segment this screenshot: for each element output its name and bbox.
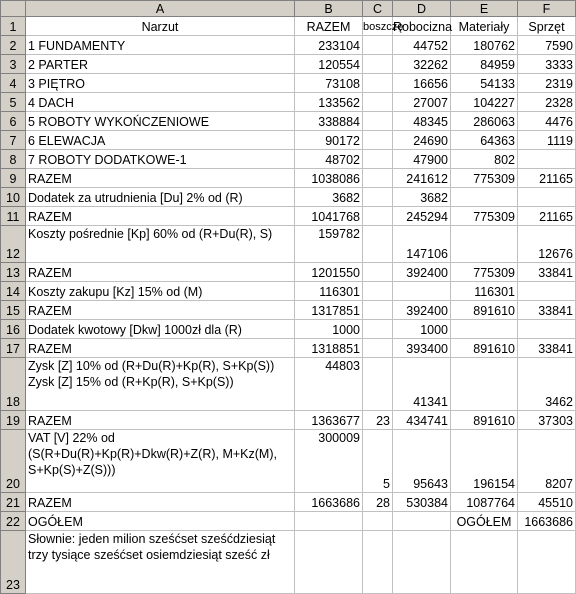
cell-line: VAT [V] 22% od (28, 431, 115, 445)
cell-c[interactable]: 23 (363, 411, 393, 430)
table-row (1, 320, 576, 339)
cell-materialy[interactable]: 891610 (451, 339, 518, 358)
cell-materialy[interactable]: 54133 (451, 74, 518, 93)
cell-narzut[interactable]: Koszty zakupu [Kz] 15% od (M) (26, 282, 295, 301)
row-header[interactable]: 11 (1, 207, 26, 226)
cell-robocizna[interactable]: 147106 (393, 226, 451, 263)
cell-razem[interactable]: 338884 (295, 112, 363, 131)
table-row (1, 358, 576, 411)
cell-razem[interactable]: 233104 (295, 36, 363, 55)
cell-materialy[interactable]: 775309 (451, 263, 518, 282)
cell-robocizna[interactable]: 41341 (393, 358, 451, 411)
column-header-c[interactable]: C (363, 1, 393, 17)
table-row (1, 188, 576, 207)
cell-narzut[interactable]: RAZEM (26, 169, 295, 188)
cell-robocizna[interactable]: 245294 (393, 207, 451, 226)
cell-materialy[interactable] (451, 188, 518, 207)
cell-razem[interactable] (295, 512, 363, 531)
cell-materialy[interactable]: 84959 (451, 55, 518, 74)
row-header[interactable]: 6 (1, 112, 26, 131)
row-header[interactable]: 7 (1, 131, 26, 150)
column-header-d[interactable]: D (393, 1, 451, 17)
column-header-row (1, 1, 576, 17)
table-row (1, 36, 576, 55)
column-header-a[interactable]: A (26, 1, 295, 17)
cell-c[interactable] (363, 150, 393, 169)
cell-robocizna[interactable]: 241612 (393, 169, 451, 188)
cell-razem[interactable]: 116301 (295, 282, 363, 301)
row-header[interactable]: 20 (1, 430, 26, 493)
cell-sprzet[interactable]: 1119 (518, 131, 576, 150)
table-row (1, 131, 576, 150)
column-header-f[interactable]: F (518, 1, 576, 17)
cell-narzut[interactable]: 6 ELEWACJA (26, 131, 295, 150)
cell-razem[interactable]: 48702 (295, 150, 363, 169)
cell-narzut[interactable]: 1 FUNDAMENTY (26, 36, 295, 55)
row-header[interactable]: 19 (1, 411, 26, 430)
cell-narzut[interactable]: 2 PARTER (26, 55, 295, 74)
table-row (1, 17, 576, 36)
cell-razem[interactable]: 1318851 (295, 339, 363, 358)
cell-razem[interactable]: 1201550 (295, 263, 363, 282)
cell-robocizna[interactable]: 95643 (393, 430, 451, 493)
cell-narzut[interactable]: RAZEM (26, 493, 295, 512)
cell-razem[interactable]: 90172 (295, 131, 363, 150)
row-header[interactable]: 21 (1, 493, 26, 512)
cell-c[interactable] (363, 226, 393, 263)
cell-razem[interactable]: 1663686 (295, 493, 363, 512)
cell-c[interactable] (363, 55, 393, 74)
cell-narzut[interactable] (26, 531, 295, 594)
row-header[interactable]: 23 (1, 531, 26, 594)
cell-razem[interactable]: 120554 (295, 55, 363, 74)
cell-robocizna[interactable]: 393400 (393, 339, 451, 358)
cell-sprzet[interactable]: 33841 (518, 301, 576, 320)
row-header[interactable]: 12 (1, 226, 26, 263)
table-row (1, 512, 576, 531)
column-header-b[interactable]: B (295, 1, 363, 17)
cell-materialy[interactable] (451, 531, 518, 594)
cell-c[interactable] (363, 320, 393, 339)
cell-razem[interactable]: 73108 (295, 74, 363, 93)
cell-sprzet[interactable]: 1663686 (518, 512, 576, 531)
cell-materialy[interactable]: 891610 (451, 411, 518, 430)
cell-narzut[interactable] (26, 430, 295, 493)
cell-narzut[interactable] (26, 358, 295, 411)
row-header[interactable]: 13 (1, 263, 26, 282)
cell-line: (S(R+Du(R)+Kp(R)+Dkw(R)+Z(R), M+Kz(M), (28, 447, 277, 461)
cell-narzut[interactable]: Dodatek za utrudnienia [Du] 2% od (R) (26, 188, 295, 207)
cell-robocizna[interactable]: 47900 (393, 150, 451, 169)
cell-sprzet[interactable]: 21165 (518, 207, 576, 226)
cell-razem[interactable]: 1000 (295, 320, 363, 339)
select-all-corner[interactable] (1, 1, 26, 17)
cell-robocizna[interactable] (393, 282, 451, 301)
row-header[interactable]: 10 (1, 188, 26, 207)
cell-c[interactable] (363, 188, 393, 207)
row-header[interactable]: 2 (1, 36, 26, 55)
cell-materialy[interactable]: 286063 (451, 112, 518, 131)
cell-materialy[interactable]: 775309 (451, 207, 518, 226)
cell-sprzet[interactable] (518, 188, 576, 207)
row-header[interactable]: 16 (1, 320, 26, 339)
cell-razem[interactable]: 300009 (295, 430, 363, 493)
cell-narzut[interactable]: 5 ROBOTY WYKOŃCZENIOWE (26, 112, 295, 131)
cell-c[interactable] (363, 36, 393, 55)
cell-materialy[interactable]: 1087764 (451, 493, 518, 512)
cell-header-c[interactable]: boszczę (363, 17, 393, 36)
cell-razem[interactable]: 1041768 (295, 207, 363, 226)
table-row (1, 226, 576, 263)
cell-line: Słownie: jeden milion sześćset sześćdziesiąt (28, 532, 276, 546)
cell-c[interactable] (363, 301, 393, 320)
cell-header-razem[interactable]: RAZEM (295, 17, 363, 36)
cell-narzut[interactable]: RAZEM (26, 207, 295, 226)
row-header[interactable]: 22 (1, 512, 26, 531)
cell-narzut[interactable]: Koszty pośrednie [Kp] 60% od (R+Du(R), S) (26, 226, 295, 263)
cell-materialy[interactable] (451, 320, 518, 339)
table-row (1, 263, 576, 282)
cell-c[interactable] (363, 169, 393, 188)
table-row (1, 55, 576, 74)
cell-c[interactable] (363, 131, 393, 150)
cell-robocizna[interactable]: 434741 (393, 411, 451, 430)
cell-narzut[interactable]: RAZEM (26, 339, 295, 358)
table-row (1, 169, 576, 188)
row-header[interactable]: 9 (1, 169, 26, 188)
cell-robocizna[interactable]: 27007 (393, 93, 451, 112)
row-header[interactable]: 1 (1, 17, 26, 36)
cell-razem[interactable] (295, 531, 363, 594)
table-row (1, 301, 576, 320)
cell-materialy[interactable]: 196154 (451, 430, 518, 493)
cell-razem[interactable]: 1363677 (295, 411, 363, 430)
row-header[interactable]: 3 (1, 55, 26, 74)
cell-narzut[interactable]: 4 DACH (26, 93, 295, 112)
cell-materialy[interactable]: 116301 (451, 282, 518, 301)
cell-materialy[interactable]: OGÓŁEM (451, 512, 518, 531)
cell-robocizna[interactable]: 1000 (393, 320, 451, 339)
cell-materialy[interactable]: 104227 (451, 93, 518, 112)
cell-line: Zysk [Z] 10% od (R+Du(R)+Kp(R), S+Kp(S)) (28, 359, 275, 373)
row-header[interactable]: 4 (1, 74, 26, 93)
cell-narzut[interactable]: RAZEM (26, 411, 295, 430)
cell-c[interactable] (363, 207, 393, 226)
cell-sprzet[interactable] (518, 282, 576, 301)
cell-robocizna[interactable] (393, 512, 451, 531)
cell-sprzet[interactable]: 21165 (518, 169, 576, 188)
cell-materialy[interactable]: 891610 (451, 301, 518, 320)
cell-razem[interactable]: 44803 (295, 358, 363, 411)
cell-narzut[interactable]: 3 PIĘTRO (26, 74, 295, 93)
cell-header-sprzet[interactable]: Sprzęt (518, 17, 576, 36)
cell-razem[interactable]: 3682 (295, 188, 363, 207)
cell-c[interactable] (363, 282, 393, 301)
cell-razem[interactable]: 133562 (295, 93, 363, 112)
row-header[interactable]: 18 (1, 358, 26, 411)
cell-robocizna[interactable]: 44752 (393, 36, 451, 55)
cell-materialy[interactable] (451, 358, 518, 411)
table-row (1, 93, 576, 112)
cell-header-robocizna[interactable]: Robocizna (393, 17, 451, 36)
cell-robocizna[interactable]: 32262 (393, 55, 451, 74)
column-header-e[interactable]: E (451, 1, 518, 17)
cell-robocizna[interactable] (393, 531, 451, 594)
table-row (1, 493, 576, 512)
cell-sprzet[interactable]: 3462 (518, 358, 576, 411)
cell-robocizna[interactable]: 392400 (393, 301, 451, 320)
cell-robocizna[interactable]: 3682 (393, 188, 451, 207)
cell-narzut[interactable]: RAZEM (26, 301, 295, 320)
cell-c[interactable] (363, 358, 393, 411)
cell-sprzet[interactable]: 2328 (518, 93, 576, 112)
cell-materialy[interactable] (451, 226, 518, 263)
table-row (1, 207, 576, 226)
cell-sprzet[interactable]: 2319 (518, 74, 576, 93)
row-header[interactable]: 14 (1, 282, 26, 301)
cell-materialy[interactable]: 64363 (451, 131, 518, 150)
cell-sprzet[interactable] (518, 320, 576, 339)
cell-narzut[interactable]: RAZEM (26, 263, 295, 282)
cell-sprzet[interactable]: 3333 (518, 55, 576, 74)
cell-robocizna[interactable]: 530384 (393, 493, 451, 512)
cell-header-materialy[interactable]: Materiały (451, 17, 518, 36)
cell-c[interactable] (363, 339, 393, 358)
row-header[interactable]: 8 (1, 150, 26, 169)
cell-narzut[interactable]: OGÓŁEM (26, 512, 295, 531)
cell-razem[interactable]: 159782 (295, 226, 363, 263)
table-row (1, 112, 576, 131)
row-header[interactable]: 15 (1, 301, 26, 320)
cell-c[interactable]: 28 (363, 493, 393, 512)
cell-sprzet[interactable]: 12676 (518, 226, 576, 263)
cell-sprzet[interactable]: 4476 (518, 112, 576, 131)
cell-line: S+Kp(S)+Z(S))) (28, 463, 116, 477)
table-row (1, 150, 576, 169)
cell-narzut[interactable]: Dodatek kwotowy [Dkw] 1000zł dla (R) (26, 320, 295, 339)
table-row (1, 74, 576, 93)
cell-sprzet[interactable]: 33841 (518, 339, 576, 358)
table-row (1, 411, 576, 430)
cell-materialy[interactable]: 802 (451, 150, 518, 169)
row-header[interactable]: 5 (1, 93, 26, 112)
cell-materialy[interactable]: 775309 (451, 169, 518, 188)
cell-sprzet[interactable]: 37303 (518, 411, 576, 430)
row-header[interactable]: 17 (1, 339, 26, 358)
cell-sprzet[interactable] (518, 531, 576, 594)
cell-robocizna[interactable]: 48345 (393, 112, 451, 131)
cell-materialy[interactable]: 180762 (451, 36, 518, 55)
cell-c[interactable] (363, 531, 393, 594)
cell-robocizna[interactable]: 24690 (393, 131, 451, 150)
cell-line: Zysk [Z] 15% od (R+Kp(R), S+Kp(S)) (28, 375, 234, 389)
table-row (1, 339, 576, 358)
table-row (1, 282, 576, 301)
cell-c[interactable] (363, 512, 393, 531)
cell-c[interactable] (363, 263, 393, 282)
cell-c[interactable] (363, 74, 393, 93)
cell-sprzet[interactable]: 7590 (518, 36, 576, 55)
table-row (1, 531, 576, 594)
cell-sprzet[interactable]: 33841 (518, 263, 576, 282)
table-row (1, 430, 576, 493)
cell-robocizna[interactable]: 392400 (393, 263, 451, 282)
cell-razem[interactable]: 1038086 (295, 169, 363, 188)
cell-robocizna[interactable]: 16656 (393, 74, 451, 93)
cell-line: trzy tysiące sześćset osiemdziesiąt sześć zł (28, 548, 270, 562)
cell-razem[interactable]: 1317851 (295, 301, 363, 320)
cell-sprzet[interactable]: 8207 (518, 430, 576, 493)
cell-c[interactable] (363, 93, 393, 112)
cell-sprzet[interactable]: 45510 (518, 493, 576, 512)
cell-c[interactable]: 5 (363, 430, 393, 493)
cell-c[interactable] (363, 112, 393, 131)
cell-sprzet[interactable] (518, 150, 576, 169)
cell-header-narzut[interactable]: Narzut (26, 17, 295, 36)
cell-narzut[interactable]: 7 ROBOTY DODATKOWE-1 (26, 150, 295, 169)
